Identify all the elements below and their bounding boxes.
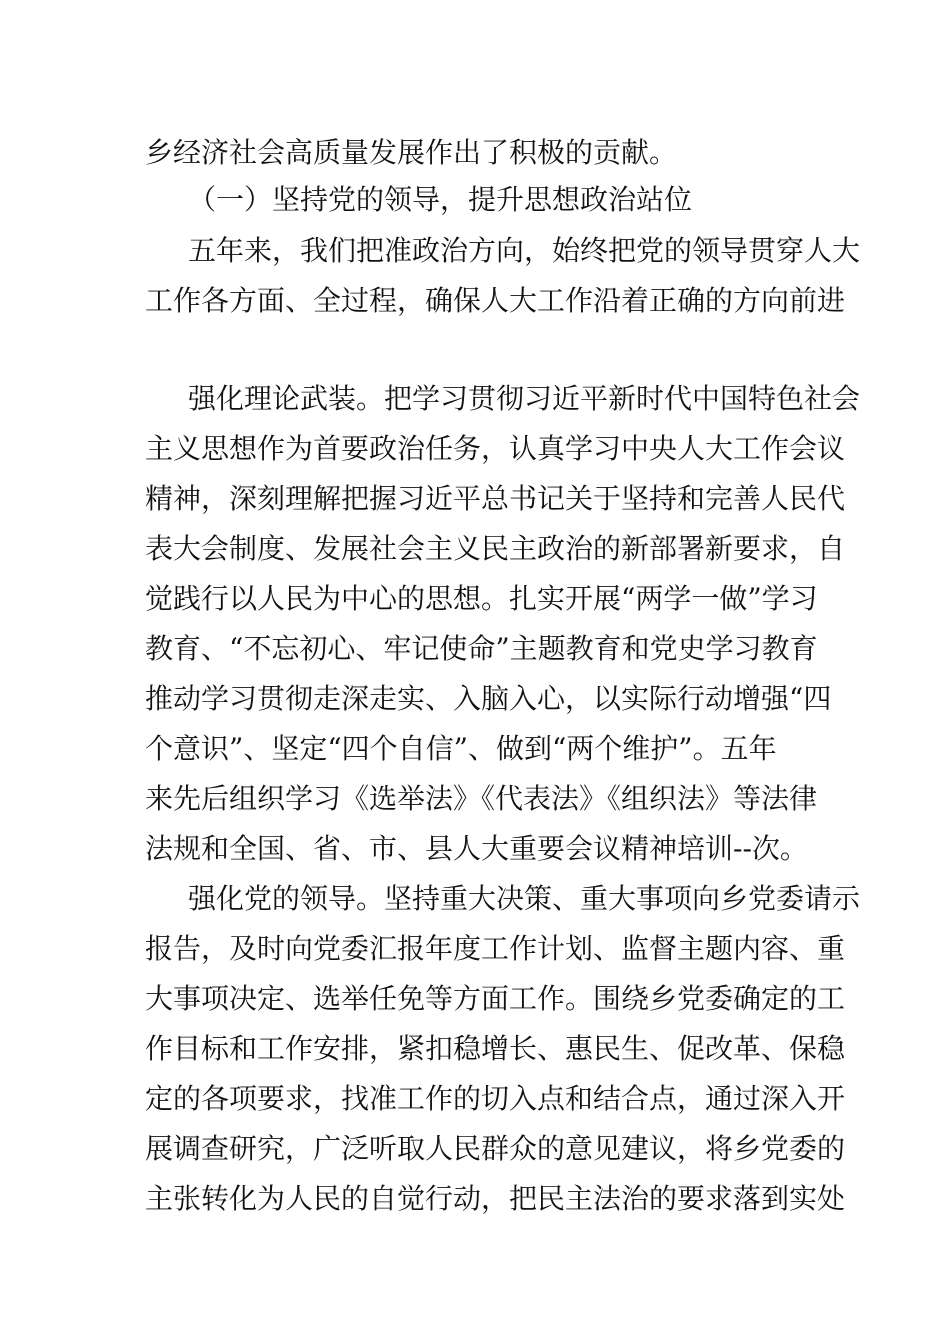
paragraph-line: 推动学习贯彻走深走实、入脑入心，以实际行动增强“四 [145, 682, 832, 715]
section-heading: （一）坚持党的领导，提升思想政治站位 [188, 183, 693, 216]
paragraph-line: 来先后组织学习《选举法》《代表法》《组织法》等法律 [145, 782, 818, 815]
paragraph-line: 工作各方面、全过程，确保人大工作沿着正确的方向前进 [145, 284, 846, 317]
paragraph-line: 主张转化为人民的自觉行动，把民主法治的要求落到实处 [145, 1182, 846, 1215]
paragraph-line: 法规和全国、省、市、县人大重要会议精神培训--次。 [145, 832, 808, 865]
paragraph-line: 个意识”、坚定“四个自信”、做到“两个维护”。五年 [145, 732, 777, 765]
paragraph-line: 强化理论武装。把学习贯彻习近平新时代中国特色社会 [188, 382, 861, 415]
paragraph-line: 主义思想作为首要政治任务，认真学习中央人大工作会议 [145, 432, 846, 465]
paragraph-line: 觉践行以人民为中心的思想。扎实开展“两学一做”学习 [145, 582, 818, 615]
paragraph-line: 大事项决定、选举任免等方面工作。围绕乡党委确定的工 [145, 982, 846, 1015]
paragraph-line: 精神，深刻理解把握习近平总书记关于坚持和完善人民代 [145, 482, 846, 515]
paragraph-line: 强化党的领导。坚持重大决策、重大事项向乡党委请示 [188, 882, 861, 915]
paragraph-line: 定的各项要求，找准工作的切入点和结合点，通过深入开 [145, 1082, 846, 1115]
paragraph-line: 五年来，我们把准政治方向，始终把党的领导贯穿人大 [188, 234, 861, 267]
paragraph-line: 作目标和工作安排，紧扣稳增长、惠民生、促改革、保稳 [145, 1032, 846, 1065]
paragraph-line: 表大会制度、发展社会主义民主政治的新部署新要求，自 [145, 532, 846, 565]
paragraph-line: 乡经济社会高质量发展作出了积极的贡献。 [145, 136, 678, 169]
paragraph-line: 教育、“不忘初心、牢记使命”主题教育和党史学习教育 [145, 632, 818, 665]
paragraph-line: 报告，及时向党委汇报年度工作计划、监督主题内容、重 [145, 932, 846, 965]
paragraph-line: 展调查研究，广泛听取人民群众的意见建议，将乡党委的 [145, 1132, 846, 1165]
